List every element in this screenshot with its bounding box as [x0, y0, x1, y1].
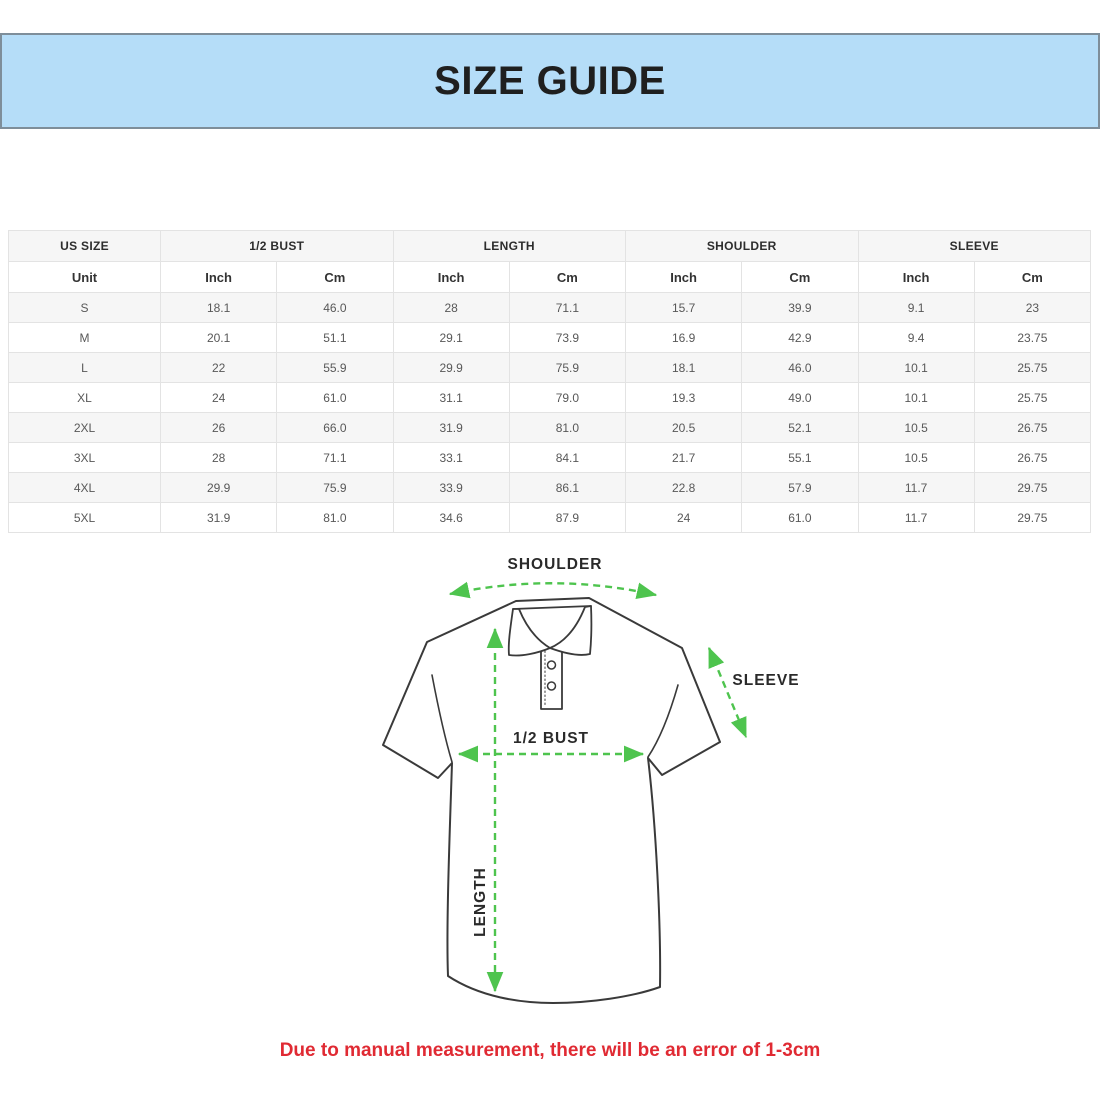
measurement-cell: 22 — [161, 353, 277, 383]
size-label-cell: 3XL — [9, 443, 161, 473]
measurement-cell: 75.9 — [277, 473, 393, 503]
measurement-cell: 73.9 — [509, 323, 625, 353]
bust-label: 1/2 BUST — [512, 730, 590, 747]
table-row — [9, 323, 1091, 353]
measurement-cell: 55.9 — [277, 353, 393, 383]
placket — [541, 648, 562, 709]
measurement-cell: 75.9 — [509, 353, 625, 383]
table-row — [9, 413, 1091, 443]
unit-header: Inch — [858, 262, 974, 293]
measurement-cell: 9.1 — [858, 293, 974, 323]
shoulder-arrow — [450, 583, 656, 595]
measurement-cell: 29.75 — [974, 503, 1090, 533]
measurement-cell: 24 — [161, 383, 277, 413]
table-row — [9, 473, 1091, 503]
unit-row — [9, 262, 1091, 293]
measurement-cell: 15.7 — [626, 293, 742, 323]
measurement-cell: 11.7 — [858, 473, 974, 503]
measurement-cell: 29.1 — [393, 323, 509, 353]
table-row — [9, 503, 1091, 533]
unit-header: Inch — [393, 262, 509, 293]
banner — [0, 33, 1100, 129]
measurement-cell: 31.9 — [161, 503, 277, 533]
measurement-cell: 10.1 — [858, 383, 974, 413]
measurement-cell: 28 — [393, 293, 509, 323]
measurement-cell: 23 — [974, 293, 1090, 323]
measurement-cell: 18.1 — [161, 293, 277, 323]
measurement-cell: 57.9 — [742, 473, 858, 503]
measurement-cell: 10.5 — [858, 413, 974, 443]
measurement-cell: 71.1 — [277, 443, 393, 473]
measurement-cell: 31.9 — [393, 413, 509, 443]
measurement-cell: 49.0 — [742, 383, 858, 413]
column-group-header: SHOULDER — [626, 231, 859, 262]
unit-header: Cm — [742, 262, 858, 293]
size-label-cell: L — [9, 353, 161, 383]
page-title: SIZE GUIDE — [434, 58, 666, 103]
column-group-row — [9, 231, 1091, 262]
measurement-cell: 86.1 — [509, 473, 625, 503]
size-label-cell: 2XL — [9, 413, 161, 443]
measurement-cell: 29.75 — [974, 473, 1090, 503]
unit-header: Cm — [974, 262, 1090, 293]
measurement-cell: 46.0 — [277, 293, 393, 323]
measurement-cell: 33.1 — [393, 443, 509, 473]
measurement-cell: 19.3 — [626, 383, 742, 413]
measurement-cell: 11.7 — [858, 503, 974, 533]
column-group-header: LENGTH — [393, 231, 626, 262]
measurement-cell: 18.1 — [626, 353, 742, 383]
measurement-cell: 20.5 — [626, 413, 742, 443]
column-group-header: SLEEVE — [858, 231, 1091, 262]
shirt-diagram — [370, 545, 810, 1025]
measurement-cell: 22.8 — [626, 473, 742, 503]
measurement-cell: 25.75 — [974, 383, 1090, 413]
measurement-cell: 81.0 — [277, 503, 393, 533]
measurement-cell: 9.4 — [858, 323, 974, 353]
measurement-cell: 51.1 — [277, 323, 393, 353]
measurement-cell: 29.9 — [161, 473, 277, 503]
unit-header: Inch — [626, 262, 742, 293]
size-table — [8, 230, 1091, 533]
measurement-cell: 26.75 — [974, 443, 1090, 473]
measurement-cell: 25.75 — [974, 353, 1090, 383]
measurement-cell: 55.1 — [742, 443, 858, 473]
measurement-cell: 20.1 — [161, 323, 277, 353]
measurement-cell: 42.9 — [742, 323, 858, 353]
measurement-cell: 66.0 — [277, 413, 393, 443]
size-label-cell: S — [9, 293, 161, 323]
measurement-cell: 71.1 — [509, 293, 625, 323]
measurement-cell: 31.1 — [393, 383, 509, 413]
measurement-cell: 16.9 — [626, 323, 742, 353]
column-group-header: 1/2 BUST — [161, 231, 394, 262]
length-label: LENGTH — [472, 867, 489, 937]
unit-header: Inch — [161, 262, 277, 293]
unit-header: Cm — [277, 262, 393, 293]
measurement-cell: 84.1 — [509, 443, 625, 473]
measurement-cell: 23.75 — [974, 323, 1090, 353]
measurement-cell: 87.9 — [509, 503, 625, 533]
measurement-cell: 61.0 — [742, 503, 858, 533]
measurement-cell: 10.1 — [858, 353, 974, 383]
measurement-cell: 52.1 — [742, 413, 858, 443]
unit-header: Cm — [509, 262, 625, 293]
measurement-cell: 34.6 — [393, 503, 509, 533]
measurement-cell: 39.9 — [742, 293, 858, 323]
measurement-note: Due to manual measurement, there will be an error of 1-3cm — [279, 1040, 821, 1061]
measurement-cell: 61.0 — [277, 383, 393, 413]
sleeve-label: SLEEVE — [732, 672, 800, 689]
measurement-cell: 81.0 — [509, 413, 625, 443]
table-row — [9, 443, 1091, 473]
measurement-cell: 10.5 — [858, 443, 974, 473]
polo-shirt-outline — [383, 598, 720, 1003]
size-label-cell: 5XL — [9, 503, 161, 533]
measurement-cell: 28 — [161, 443, 277, 473]
measurement-cell: 46.0 — [742, 353, 858, 383]
sleeve-arrow — [709, 648, 746, 737]
column-group-header: US SIZE — [9, 231, 161, 262]
measurement-cell: 29.9 — [393, 353, 509, 383]
shoulder-label: SHOULDER — [507, 556, 603, 573]
button-top — [548, 661, 556, 669]
measurement-cell: 26 — [161, 413, 277, 443]
size-label-cell: M — [9, 323, 161, 353]
size-label-cell: 4XL — [9, 473, 161, 503]
size-label-cell: XL — [9, 383, 161, 413]
table-row — [9, 293, 1091, 323]
measurement-cell: 79.0 — [509, 383, 625, 413]
measurement-cell: 33.9 — [393, 473, 509, 503]
unit-header: Unit — [9, 262, 161, 293]
measurement-cell: 24 — [626, 503, 742, 533]
table-row — [9, 383, 1091, 413]
table-row — [9, 353, 1091, 383]
measurement-cell: 26.75 — [974, 413, 1090, 443]
button-bottom — [548, 682, 556, 690]
measurement-cell: 21.7 — [626, 443, 742, 473]
